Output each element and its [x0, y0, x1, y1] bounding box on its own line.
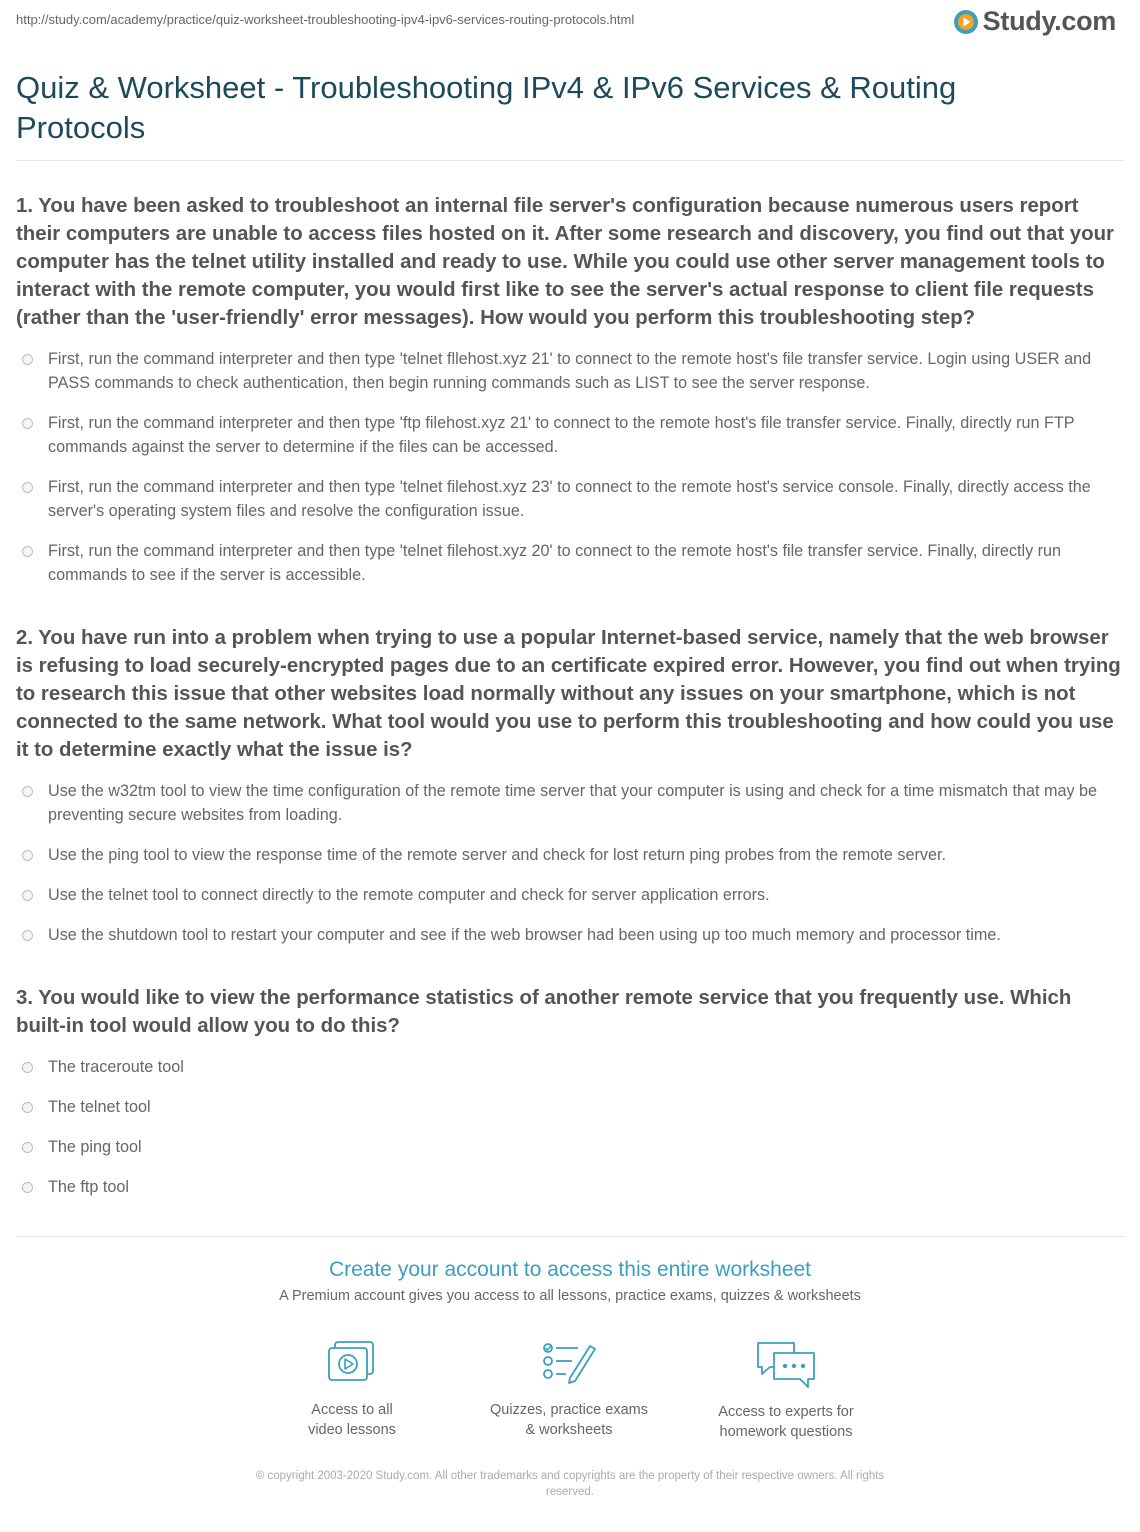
question-2: 2. You have run into a problem when trying to use a popular Internet-based service, namely that the web browser is refusing to load securely-encrypted pages due to an certificate expired error. However, you find out when trying to research this issue that other websites load normally without any issues on your smartphone, which is not connected to the same network. What tool would you use to perform this troubleshooting and how could you use it to determine exactly what the issue is?: [16, 627, 1121, 761]
option-text: First, run the command interpreter and then type 'telnet fllehost.xyz 21' to connect to the remote host's file transfer service. Login using USER and PASS commands to check authentication, then begin running commands such as LIST to see the server response.: [48, 350, 1092, 392]
radio-button[interactable]: [22, 890, 33, 901]
radio-button[interactable]: [22, 1062, 33, 1073]
option-text: First, run the command interpreter and then type 'telnet filehost.xyz 20' to connect to the remote host's file transfer service. Finally, directly run commands to see if the server is accessible.: [48, 542, 1062, 584]
question-1: 1. You have been asked to troubleshoot an internal file server's configuration because numerous users report their computers are unable to access files hosted on it. After some research and discovery, you find out that your computer has the telnet utility installed and ready to use. While you could use other server management tools to interact with the remote computer, you would first like to see the server's actual response to client file requests (rather than the 'user-friendly' error messages). How would you perform this troubleshooting step?: [16, 195, 1114, 329]
play-logo-icon: [953, 9, 979, 35]
option-text: Use the shutdown tool to restart your computer and see if the web browser had been using up too much memory and processor time.: [48, 926, 1001, 944]
feature-label-line2: homework questions: [719, 1424, 853, 1440]
option-text: First, run the command interpreter and then type 'ftp filehost.xyz 21' to connect to the remote host's file transfer service. Finally, directly run FTP commands against the server to determine if the files can be accessed.: [48, 414, 1075, 456]
chat-bubbles-icon: [754, 1340, 818, 1390]
radio-button[interactable]: [22, 1182, 33, 1193]
q2-option-c[interactable]: [22, 883, 1122, 907]
radio-button[interactable]: [22, 482, 33, 493]
copyright-line1: © copyright 2003-2020 Study.com. All other trademarks and copyrights are the property of their respective owners. All rights: [255, 1470, 885, 1482]
option-text: The traceroute tool: [48, 1058, 184, 1076]
q1-option-c[interactable]: [22, 475, 1122, 523]
question-3: 3. You would like to view the performance statistics of another remote service that you frequently use. Which built-in tool would allow you to do this?: [16, 987, 1072, 1037]
page-title: Quiz & Worksheet - Troubleshooting IPv4 & IPv6 Services & Routing Protocols: [16, 70, 957, 145]
option-text: Use the telnet tool to connect directly to the remote computer and check for server application errors.: [48, 886, 770, 904]
title-divider: [16, 160, 1124, 161]
q2-option-b[interactable]: [22, 843, 1122, 867]
q1-option-b[interactable]: [22, 411, 1122, 459]
radio-button[interactable]: [22, 786, 33, 797]
copyright: [0, 1468, 1140, 1500]
radio-button[interactable]: [22, 930, 33, 941]
quiz-checklist-icon: [540, 1340, 598, 1388]
feature-video-lessons: [252, 1340, 452, 1440]
feature-label-line1: Access to experts for: [718, 1404, 854, 1420]
option-text: Use the w32tm tool to view the time configuration of the remote time server that your computer is using and check for a time mismatch that may be preventing secure websites from loading.: [48, 782, 1098, 824]
page-url: http://study.com/academy/practice/quiz-worksheet-troubleshooting-ipv4-ipv6-services-routing-protocols.html: [16, 12, 635, 27]
q3-option-b[interactable]: [22, 1095, 1122, 1119]
q1-option-a[interactable]: [22, 347, 1122, 395]
option-text: The ftp tool: [48, 1178, 129, 1196]
logo-text: Study.com: [982, 6, 1116, 36]
radio-button[interactable]: [22, 418, 33, 429]
option-text: Use the ping tool to view the response time of the remote server and check for lost return ping probes from the remote server.: [48, 846, 946, 864]
feature-label-line1: Quizzes, practice exams: [490, 1402, 648, 1418]
radio-button[interactable]: [22, 850, 33, 861]
study-logo[interactable]: [953, 6, 1116, 37]
feature-experts: [686, 1340, 886, 1442]
feature-label-line1: Access to all: [311, 1402, 393, 1418]
copyright-line2: reserved.: [546, 1486, 594, 1498]
radio-button[interactable]: [22, 1142, 33, 1153]
radio-button[interactable]: [22, 354, 33, 365]
radio-button[interactable]: [22, 1102, 33, 1113]
q3-option-c[interactable]: [22, 1135, 1122, 1159]
q2-option-d[interactable]: [22, 923, 1122, 947]
option-text: The telnet tool: [48, 1098, 151, 1116]
feature-quizzes: [469, 1340, 669, 1440]
q3-option-a[interactable]: [22, 1055, 1122, 1079]
radio-button[interactable]: [22, 546, 33, 557]
q1-option-d[interactable]: [22, 539, 1122, 587]
video-lessons-icon: [325, 1340, 379, 1388]
q2-option-a[interactable]: [22, 779, 1122, 827]
promo-subtitle: A Premium account gives you access to all lessons, practice exams, quizzes & worksheets: [279, 1288, 861, 1304]
feature-label-line2: video lessons: [308, 1422, 396, 1438]
promo-title[interactable]: Create your account to access this entire worksheet: [328, 1258, 812, 1281]
promo-divider: [16, 1236, 1124, 1237]
q3-option-d[interactable]: [22, 1175, 1122, 1199]
feature-label-line2: & worksheets: [525, 1422, 613, 1438]
option-text: First, run the command interpreter and then type 'telnet filehost.xyz 23' to connect to the remote host's service console. Finally, directly access the server's operating system files and resolve the configuration issue.: [48, 478, 1091, 520]
option-text: The ping tool: [48, 1138, 142, 1156]
